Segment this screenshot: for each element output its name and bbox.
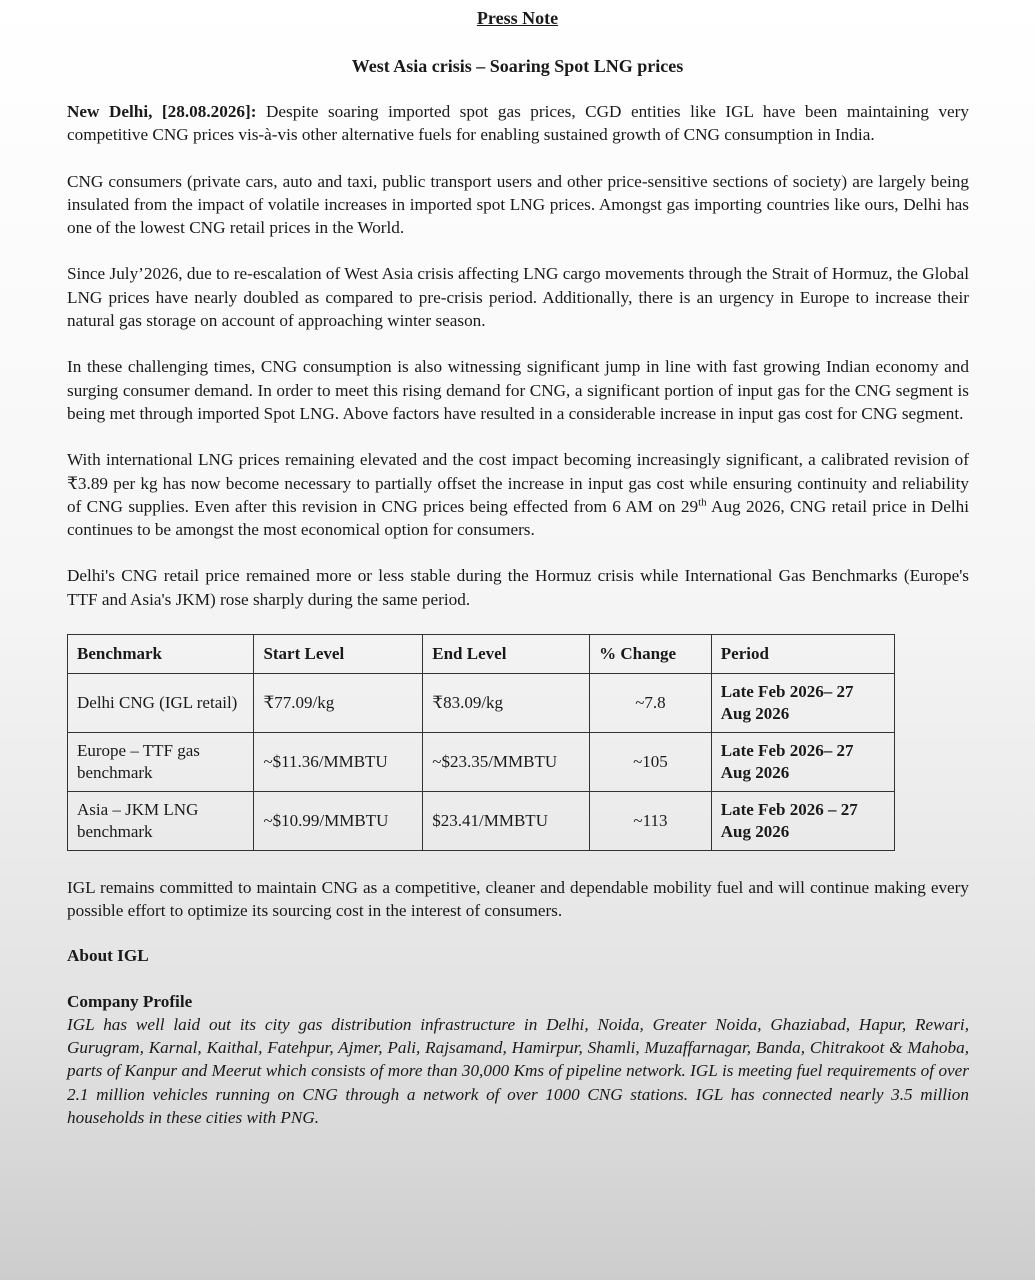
intro-text: Despite soaring imported spot gas prices, CGD entities like IGL have been maintaining very competitive CNG prices vis-à-vis other alternative fuels for enabling sustained growth of CNG consumption in India. — [67, 102, 969, 145]
dateline: New Delhi, [28.08.2026]: — [67, 102, 257, 121]
page-title: Press Note — [476, 8, 559, 28]
cell-change: ~105 — [590, 733, 712, 792]
header-period: Period — [711, 635, 894, 674]
revision-superscript: th — [698, 496, 707, 509]
paragraph-escalation: Since July’2026, due to re-escalation of West Asia crisis affecting LNG cargo movements through the Strait of Hormuz, the Global LNG prices have nearly doubled as compared to pre-crisis period. Additionally, there is an urgency in Europe to increase their natural gas storage on account of approaching winter season. — [67, 264, 969, 331]
cell-benchmark: Delhi CNG (IGL retail) — [68, 674, 254, 733]
paragraph-consumers: CNG consumers (private cars, auto and taxi, public transport users and other price-sensitive sections of society) are largely being insulated from the impact of volatile increases in imported spot LNG prices. Amongst gas importing countries like ours, Delhi has one of the lowest CNG retail prices in the World. — [67, 171, 969, 238]
cell-start-level: ~$10.99/MMBTU — [254, 792, 423, 851]
benchmark-table — [67, 634, 895, 851]
page-subtitle: West Asia crisis – Soaring Spot LNG prices — [351, 56, 684, 76]
paragraph-table-intro: Delhi's CNG retail price remained more or less stable during the Hormuz crisis while International Gas Benchmarks (Europe's TTF and Asia's JKM) rose sharply during the same period. — [67, 566, 969, 609]
document-body — [67, 100, 969, 1129]
table-header-row — [68, 635, 895, 674]
paragraph-revision — [67, 448, 969, 541]
company-profile-text: IGL has well laid out its city gas distribution infrastructure in Delhi, Noida, Greater Noida, Ghaziabad, Hapur, Rewari, Gurugram, Karnal, Kaithal, Fatehpur, Ajmer, Pali, Rajsamand, Hamirpur, Shamli, Muzaffarnagar, Banda, Chitrakoot & Mahoba, parts of Kanpur and Meerut which consists of more than 30,000 Kms of pipeline network. IGL is meeting fuel requirements of over 2.1 million vehicles running on CNG through a network of over 1000 CNG stations. IGL has connected nearly 3.5 million households in these cities with PNG. — [67, 1014, 969, 1127]
cell-start-level: ~$11.36/MMBTU — [254, 733, 423, 792]
revision-text-before: With international LNG prices remaining elevated and the cost impact becoming increasingly significant, a calibrated revision of ₹3.89 per kg has now become necessary to partially offset the increase in input gas cost while ensuring continuity and reliability of CNG supplies. Even after this revision in CNG prices being effected from 6 AM on 29 — [67, 450, 969, 516]
header-benchmark: Benchmark — [68, 635, 254, 674]
intro-paragraph — [67, 100, 969, 147]
cell-benchmark: Europe – TTF gas benchmark — [68, 733, 254, 792]
header-end-level: End Level — [423, 635, 590, 674]
cell-period: Late Feb 2026 – 27 Aug 2026 — [711, 792, 894, 851]
paragraph-closing: IGL remains committed to maintain CNG as a competitive, cleaner and dependable mobility fuel and will continue making every possible effort to optimize its sourcing cost in the interest of consumers. — [67, 878, 969, 921]
table-row — [68, 792, 895, 851]
cell-start-level: ₹77.09/kg — [254, 674, 423, 733]
cell-end-level: ~$23.35/MMBTU — [423, 733, 590, 792]
about-heading: About IGL — [67, 945, 149, 965]
table-row — [68, 733, 895, 792]
cell-period: Late Feb 2026– 27 Aug 2026 — [711, 733, 894, 792]
table-row — [68, 674, 895, 733]
cell-change: ~113 — [590, 792, 712, 851]
cell-benchmark: Asia – JKM LNG benchmark — [68, 792, 254, 851]
company-profile-title: Company Profile — [67, 991, 193, 1011]
cell-change: ~7.8 — [590, 674, 712, 733]
paragraph-demand: In these challenging times, CNG consumption is also witnessing significant jump in line with fast growing Indian economy and surging consumer demand. In order to meet this rising demand for CNG, a significant portion of input gas for the CNG segment is being met through imported Spot LNG. Above factors have resulted in a considerable increase in input gas cost for CNG segment. — [67, 357, 969, 423]
header-start-level: Start Level — [254, 635, 423, 674]
cell-end-level: ₹83.09/kg — [423, 674, 590, 733]
revision-text-after: Aug 2026, CNG retail price in Delhi continues to be amongst the most economical option for consumers. — [67, 496, 969, 540]
header-change: % Change — [590, 635, 712, 674]
cell-period: Late Feb 2026– 27 Aug 2026 — [711, 674, 894, 733]
cell-end-level: $23.41/MMBTU — [423, 792, 590, 851]
